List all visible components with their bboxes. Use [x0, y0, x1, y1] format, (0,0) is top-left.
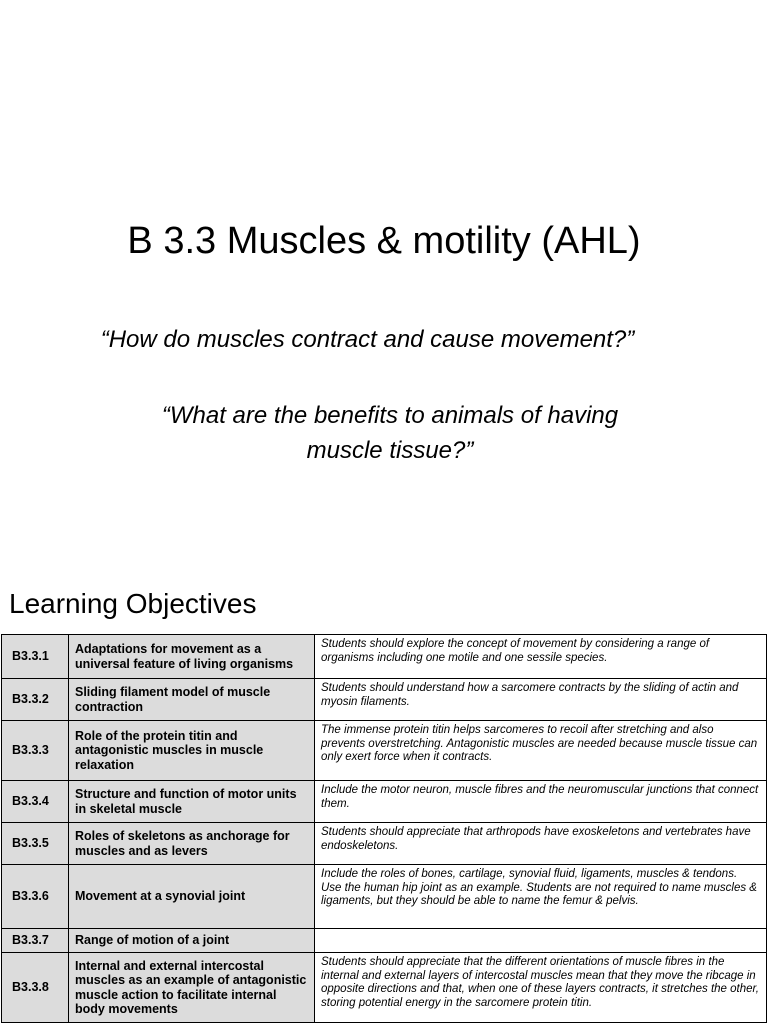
- objective-guidance: Include the motor neuron, muscle fibres and the neuromuscular junctions that connect them.: [315, 781, 767, 823]
- section-heading: Learning Objectives: [9, 588, 257, 619]
- table-row: [2, 865, 767, 929]
- objective-code: B3.3.2: [2, 679, 69, 721]
- objective-guidance: The immense protein titin helps sarcomeres to recoil after stretching and also prevents overstretching. Antagonistic muscles are needed because muscle tissue can only exert force when it contracts.: [315, 721, 767, 781]
- guiding-question-1: “How do muscles contract and cause movement?”: [100, 326, 635, 353]
- objective-topic: Sliding filament model of muscle contraction: [69, 679, 315, 721]
- table-row: [2, 679, 767, 721]
- objective-code: B3.3.8: [2, 953, 69, 1023]
- objective-code: B3.3.6: [2, 865, 69, 929]
- guiding-question-2: “What are the benefits to animals of having muscle tissue?”: [161, 402, 619, 464]
- objective-topic: Internal and external intercostal muscles as an example of antagonistic muscle action to facilitate internal body movements: [69, 953, 315, 1023]
- objective-topic: Role of the protein titin and antagonistic muscles in muscle relaxation: [69, 721, 315, 781]
- objective-guidance: Students should appreciate that arthropods have exoskeletons and vertebrates have endoskeletons.: [315, 823, 767, 865]
- objective-code: B3.3.1: [2, 635, 69, 679]
- objective-code: B3.3.3: [2, 721, 69, 781]
- table-row: [2, 823, 767, 865]
- objective-code: B3.3.5: [2, 823, 69, 865]
- objective-guidance: [315, 929, 767, 953]
- objective-code: B3.3.7: [2, 929, 69, 953]
- objectives-table: [1, 634, 767, 1023]
- table-row: [2, 953, 767, 1023]
- objective-guidance: Include the roles of bones, cartilage, synovial fluid, ligaments, muscles & tendons. Use the human hip joint as an example. Students are not required to name muscles & ligaments, but they should be able to name the femur & pelvis.: [315, 865, 767, 929]
- table-row: [2, 721, 767, 781]
- objective-guidance: Students should explore the concept of movement by considering a range of organisms including one motile and one sessile species.: [315, 635, 767, 679]
- objective-topic: Adaptations for movement as a universal feature of living organisms: [69, 635, 315, 679]
- objective-topic: Movement at a synovial joint: [69, 865, 315, 929]
- objective-topic: Structure and function of motor units in skeletal muscle: [69, 781, 315, 823]
- page-title: B 3.3 Muscles & motility (AHL): [127, 220, 641, 262]
- objective-guidance: Students should understand how a sarcomere contracts by the sliding of actin and myosin filaments.: [315, 679, 767, 721]
- objective-topic: Roles of skeletons as anchorage for muscles and as levers: [69, 823, 315, 865]
- table-row: [2, 635, 767, 679]
- table-row: [2, 781, 767, 823]
- objective-code: B3.3.4: [2, 781, 69, 823]
- objective-guidance: Students should appreciate that the different orientations of muscle fibres in the internal and external layers of intercostal muscles mean that they move the ribcage in opposite directions and that, when one of these layers contracts, it stretches the other, storing potential energy in the sarcomere protein titin.: [315, 953, 767, 1023]
- table-row: [2, 929, 767, 953]
- objective-topic: Range of motion of a joint: [69, 929, 315, 953]
